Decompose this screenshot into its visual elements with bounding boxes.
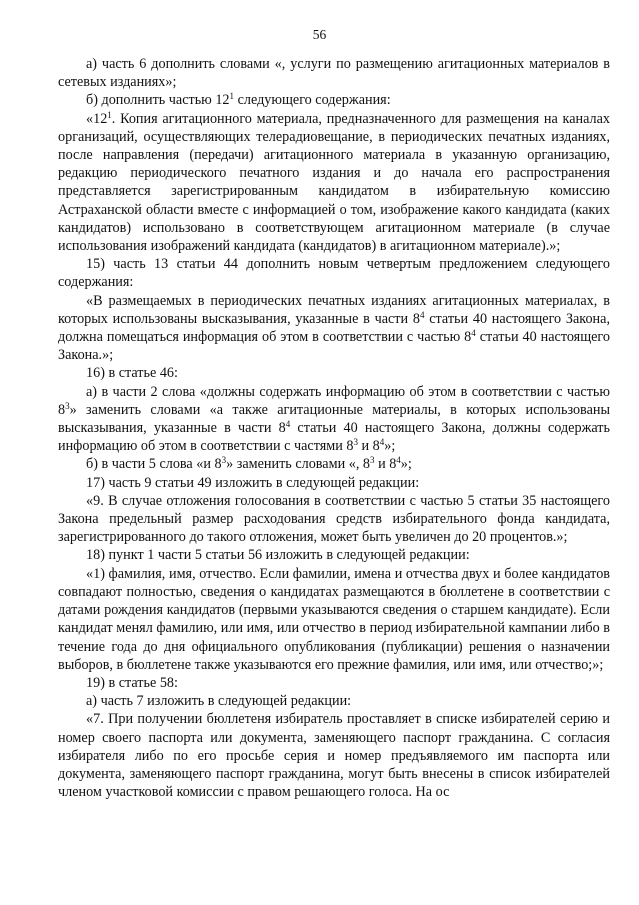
paragraph [58,255,610,291]
text-run: » заменить словами «а также агитационные материалы, в которых использованы высказывания, указанные в части 8 [58,401,610,437]
text-run: »; [384,438,396,455]
paragraph [58,674,610,692]
text-run: и 8 [374,456,397,473]
text-run: б) в части 5 слова «и 8 [86,456,222,473]
text-run: 15) часть 13 статьи 44 дополнить новым четвертым предложением следующего содержания: [58,256,610,291]
text-run: а) часть 6 дополнить словами «, услуги по размещению агитационных материалов в сетевых изданиях»; [58,56,610,91]
superscript: 4 [419,309,425,320]
text-run: «В размещаемых в периодических печатных изданиях агитационных материалах, в которых использованы высказывания, указанные в части 8 [58,292,610,327]
text-run: «9. В случае отложения голосования в соответствии с частью 5 статьи 35 настоящего Закона предельный размер расходования средств избирательного фонда кандидата, зарегистрированного до такого отложения, может быть увеличен до 20 процентов.»; [58,492,610,546]
superscript: 4 [379,437,385,448]
document-body [58,55,610,801]
text-run: 19) в статье 58: [86,674,178,691]
text-run: статьи 40 настоящего Закона.»; [58,329,610,364]
paragraph [58,110,610,256]
superscript: 4 [396,455,401,466]
text-run: следующего содержания: [234,92,391,109]
superscript: 1 [107,109,112,120]
text-run: . Копия агитационного материала, предназначенного для размещения на каналах организаций, осуществляющих телерадиовещание, в периодических печатных изданиях, после направления (передачи) агитационного материала в указанную организацию, редакцию периодического печатного издания и до начала его распространения представляется зарегистрированным кандидатом в избирательную комиссию Астраханской области вместе с информацией о том, изображение какого кандидата (каких кандидатов) использовано в соответствующем агитационном материале (в случае использования изображений кандидата (кандидатов) в агитационном материале).»; [58,110,610,255]
paragraph [58,546,610,564]
superscript: 4 [471,328,476,339]
text-run: «1) фамилия, имя, отчество. Если фамилии, имена и отчества двух и более кандидатов совпадают полностью, сведения о кандидатах размещаются в бюллетене в соответствии с датами рождения кандидатов (первыми указываются сведения о старшем кандидате). Если кандидат менял фамилию, или имя, или отчество в период избирательной кампании либо в течение года до дня официального опубликования (публикации) решения о назначении выборов, в бюллетене также указываются его прежние фамилия, или имя, или отчество;»; [58,565,610,673]
text-run: «7. При получении бюллетеня избиратель проставляет в списке избирателей серию и номер своего паспорта или документа, заменяющего паспорт гражданина. С согласия избирателя либо по его просьбе серия и номер предъявляемого им паспорта или документа, заменяющего паспорт гражданина, могут быть внесены в список избирателей членом участковой комиссии с правом решающего голоса. На ос [58,711,610,801]
paragraph [58,55,610,91]
paragraph [58,492,610,547]
text-run: 17) часть 9 статьи 49 изложить в следующей редакции: [86,474,420,491]
superscript: 3 [353,437,358,448]
paragraph [58,692,610,710]
superscript: 1 [229,91,235,102]
superscript: 4 [285,419,291,430]
paragraph [58,91,610,109]
text-run: 18) пункт 1 части 5 статьи 56 изложить в следующей редакции: [86,547,470,564]
text-run: статьи 40 настоящего Закона, должна помещаться информация об этом в соответствии с частью 8 [58,310,610,346]
superscript: 3 [221,455,227,466]
text-run: »; [400,456,412,473]
text-run: «12 [86,110,108,127]
text-run: а) в части 2 слова «должны содержать информацию об этом в соответствии с частью 8 [58,383,610,418]
text-run: » заменить словами «, 8 [226,456,371,473]
superscript: 3 [65,400,70,411]
paragraph [58,565,610,674]
text-run: 16) в статье 46: [86,365,178,382]
paragraph [58,474,610,492]
superscript: 3 [370,455,375,466]
page-number: 56 [312,27,327,42]
text-run: а) часть 7 изложить в следующей редакции: [86,693,352,710]
text-run: статьи 40 настоящего Закона, должны содержать информацию об этом в соответствии с частями 8 [58,420,610,455]
paragraph [58,292,610,365]
text-run: б) дополнить частью 12 [86,92,230,109]
text-run: и 8 [357,438,380,455]
paragraph [58,455,610,473]
paragraph [58,710,610,801]
paragraph [58,383,610,456]
paragraph [58,364,610,382]
